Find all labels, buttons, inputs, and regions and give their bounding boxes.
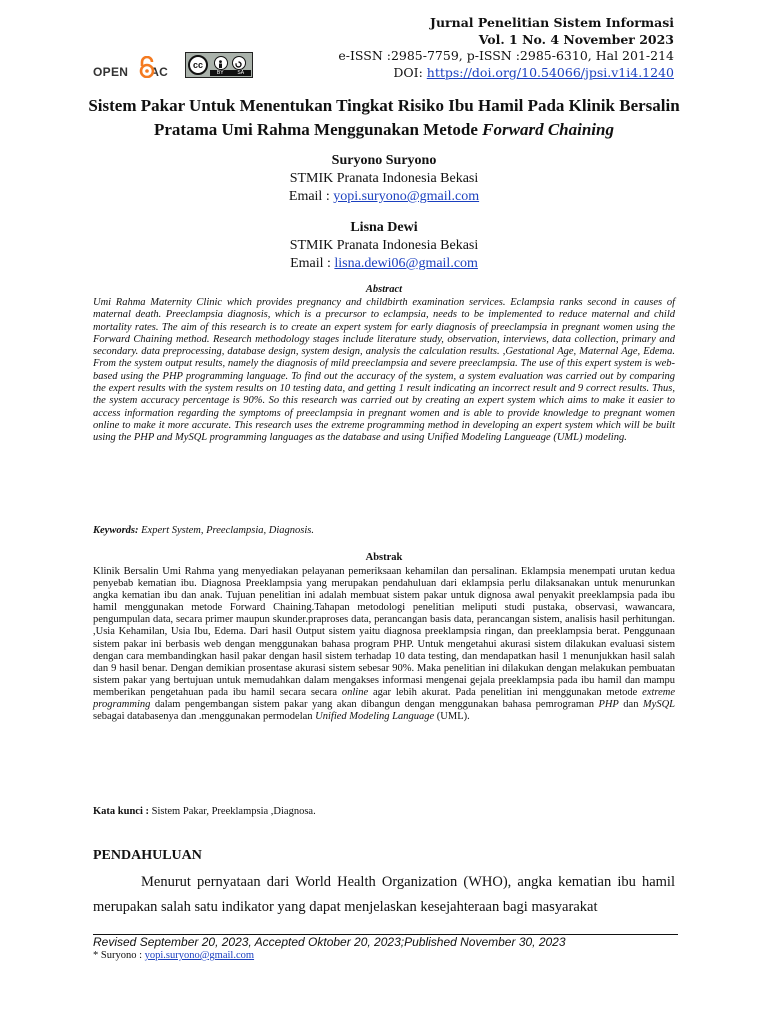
footer-email-link[interactable]: yopi.suryono@gmail.com [144, 950, 255, 961]
author-affiliation: STMIK Pranata Indonesia Bekasi [289, 238, 479, 253]
keywords-value: Expert System, Preeclampsia, Diagnosis. [138, 525, 314, 536]
paper-title-italic: Forward Chaining [482, 120, 614, 139]
author-email-label: Email : [288, 189, 334, 204]
doi-link[interactable]: https://doi.org/10.54066/jpsi.v1i4.1240 [426, 64, 674, 80]
author-affiliation: STMIK Pranata Indonesia Bekasi [289, 171, 479, 186]
abstrak-xp: extreme programming [93, 686, 675, 711]
author-email-link[interactable]: lisna.dewi06@gmail.com [334, 256, 478, 271]
paper-title [60, 94, 708, 142]
abstract-heading: Abstract [365, 284, 403, 295]
author-email-line [0, 255, 768, 273]
abstrak-text [93, 566, 675, 723]
abstrak-text-3: dalam pengembangan sistem pakar yang akan dibangun dengan menggunakan bahasa pemrograman [150, 699, 599, 711]
abstrak-online: online [341, 686, 369, 698]
kata-kunci-value: Sistem Pakar, Preeklampsia ,Diagnosa. [149, 806, 316, 817]
open-access-logo-text: OPEN [93, 65, 129, 79]
abstrak-php: PHP [598, 699, 619, 711]
journal-volume: Vol. 1 No. 4 November 2023 [478, 31, 674, 47]
paper-title-main: Sistem Pakar Untuk Menentukan Tingkat Risiko Ibu Hamil Pada Klinik Bersalin Pratama Umi Rahma Menggunakan Metode [88, 96, 680, 139]
author-email-link[interactable]: yopi.suryono@gmail.com [333, 189, 480, 204]
journal-issn: e-ISSN :2985-7759, p-ISSN :2985-6310, Hal 201-214 [338, 48, 674, 63]
kata-kunci-label: Kata kunci : [93, 806, 150, 817]
open-access-lock-icon [137, 56, 157, 78]
abstrak-text-6: (UML). [434, 711, 470, 723]
abstrak-uml: Unified Modeling Language [315, 711, 435, 723]
author-email-label: Email : [290, 256, 335, 271]
keywords-en [93, 525, 314, 536]
open-access-logo-text-tail: AC [150, 65, 169, 79]
abstrak-text-1: Klinik Bersalin Umi Rahma yang menyediakan pelayanan pemeriksaan kehamilan dan persalinan. Eklampsia menempati urutan kedua penyebab kematian ibu. Diagnosa Preeklampsia yang merupakan pendahuluan dari eklampsia perlu dilaksanakan untuk menurunkan angka kematian ibu dan anak. Tujuan penelitian ini adalah membuat sistem pakar untuk dignosa awal penyakit preeklampsia pada ibu hamil menggunakan metode Forward Chaining.Tahapan metodologi penelitian meliputi studi pustaka, observasi, wawancara, pengumpulan data, secara primer maupun skunder.praproses data, perancangan basis data, perancangan sistem, analisis hasil perhitungan. ,Usia Kehamilan, Usia Ibu, Edema. Dari hasil Output sistem yaitu diagnosa preeklampsia ringan, dan preeklampsia berat. Penggunaan sistem pakar ini berbasis web dengan menggunakan bahasa program PHP. Untuk mengetahui akurasi sistem dilakukan evaluasi sistem dengan cara membandingkan hasil pakar dengan hasil sistem terhadap 10 data testing, dan mendapatkan hasil 1 menunjukkan hasil salah dan 9 hasil benar. Dengan demikian prosentase akurasi sistem sebesar 90%. Maka penelitian ini dilakukan dengan melakukan pembuatan sistem pakar yang bertujuan untuk memudahkan dalam mengakses informasi mengenai gejala preeklampsia pada ibu hamil dan mampu memberikan pengetahuan pada ibu hamil secara secara [93, 566, 675, 698]
by-icon [214, 56, 228, 70]
cc-strip [210, 70, 251, 76]
abstrak-mysql: MySQL [642, 699, 675, 711]
keywords-id [93, 806, 316, 817]
abstrak-heading: Abstrak [365, 552, 403, 563]
creative-commons-badge [185, 52, 253, 78]
section-paragraph: Menurut pernyataan dari World Health Organization (WHO), angka kematian ibu hamil merupakan salah satu indikator yang dapat menjelaskan kesejahteraan bagi masyarakat [93, 874, 675, 915]
cc-icon: cc [188, 55, 208, 75]
keywords-label: Keywords: [93, 525, 139, 536]
cc-sa-label: SA [237, 70, 245, 76]
logo-area [93, 48, 253, 82]
footer-email-prefix: * Suryono : [93, 950, 145, 961]
journal-name: Jurnal Penelitian Sistem Informasi [430, 15, 674, 30]
footer-dates: Revised September 20, 2023, Accepted Oktober 20, 2023;Published November 30, 2023 [93, 935, 566, 949]
author-block-1 [0, 152, 768, 206]
author-name: Lisna Dewi [350, 220, 418, 235]
section-heading: PENDAHULUAN [93, 848, 202, 863]
sa-icon [232, 56, 246, 70]
abstrak-text-4: dan [618, 699, 643, 711]
author-email-line [0, 188, 768, 206]
cc-by-label: BY [216, 70, 224, 76]
author-name: Suryono Suryono [331, 153, 437, 168]
journal-header [338, 15, 674, 81]
journal-doi [338, 65, 674, 82]
author-block-2 [0, 219, 768, 273]
abstract-text: Umi Rahma Maternity Clinic which provides pregnancy and childbirth examination services. Eclampsia ranks second in causes of maternal death. Preeclampsia diagnosis, which is a precursor to eclampsia, needs to be implemented to reduce maternal and child mortality rates. The aim of this research is to create an expert system for early diagnosis of preeclampsia in pregnant women using the Forward Chaining method. Research methodology stages include literature study, observation, interviews, data collection, primary and secondary. data preprocessing, database design, system design, analysis the calculation results. ,Gestational Age, Maternal Age, Edema. From the system output results, namely the diagnosis of mild preeclampsia and severe preeclampsia. The use of this expert system is web-based using the PHP programming language. To find out the accuracy of the system, a system evaluation was carried out by comparing the expert results with the system results on 10 testing data, and getting 1 result indicating an incorrect result and 9 correct results. Thus, the system accuracy percentage is 90%. So this research was carried out by creating an expert system which aims to make it easier to access information regarding the symptoms of preeclampsia in pregnant women and is able to provide knowledge to pregnant women online to make it more accurate. This research uses the extreme programming method in developing an expert system which will be built using the PHP and MySQL programming languages as the database and using Unified Modeling Langueage (UML) modeling. [93, 297, 675, 444]
footer-corresponding [93, 950, 254, 961]
abstrak-text-2: agar lebih akurat. Pada penelitian ini menggunakan metode [368, 686, 643, 698]
abstrak-text-5: sebagai databasenya dan .menggunakan permodelan [93, 711, 316, 723]
doi-label: DOI: [393, 64, 427, 80]
